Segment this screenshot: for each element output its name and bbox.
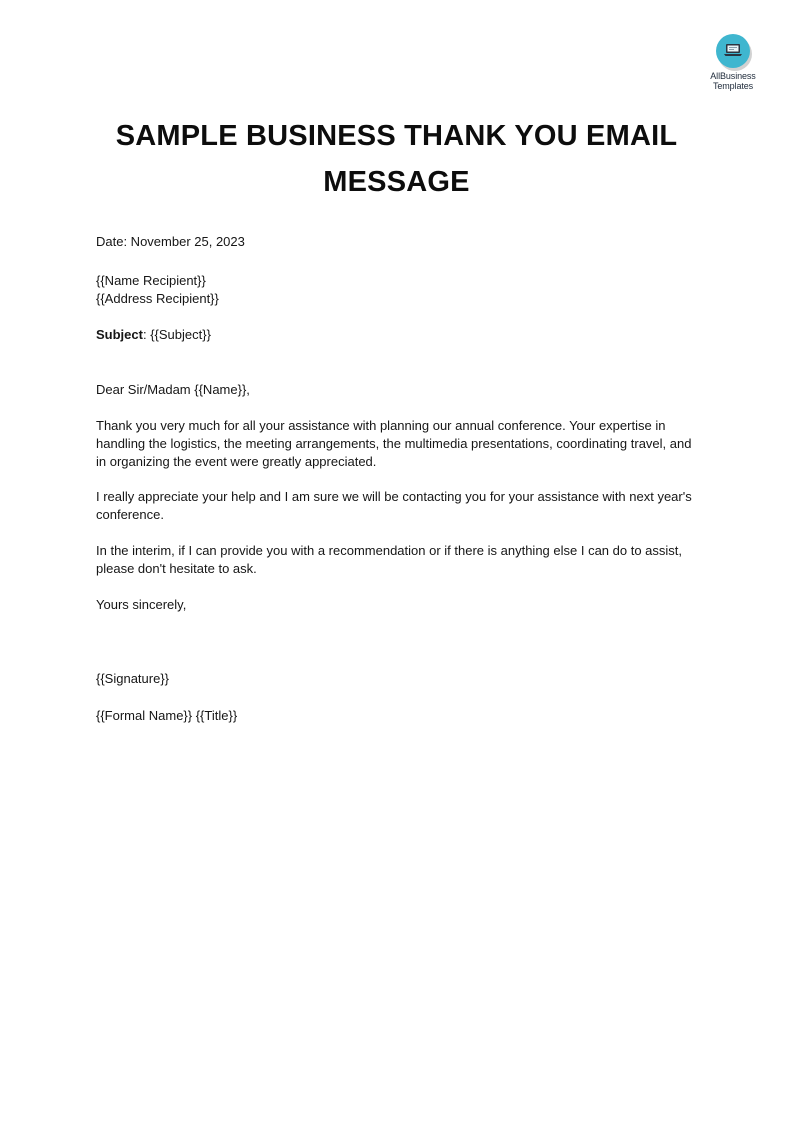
signature-placeholder: {{Signature}} (96, 671, 170, 686)
logo-text (700, 71, 766, 91)
page-title (96, 113, 697, 205)
allbusiness-logo (700, 34, 766, 91)
logo-brand-line2: Templates (712, 81, 754, 91)
logo-brand-line1: AllBusiness (710, 71, 756, 81)
title-line-2: MESSAGE (323, 166, 470, 198)
title-line-1: SAMPLE BUSINESS THANK YOU EMAIL (115, 120, 678, 152)
recipient-address: {{Address Recipient}} (96, 291, 219, 306)
salutation: Dear Sir/Madam {{Name}}, (96, 382, 250, 397)
paragraph-3: In the interim, if I can provide you with a recommendation or if there is anything else I can do to assist, please don't hesitate to ask. (96, 543, 683, 576)
subject-label: Subject (96, 327, 143, 342)
paragraph-2: I really appreciate your help and I am sure we will be contacting you for your assistance with next year's conference. (96, 489, 692, 522)
recipient-name: {{Name Recipient}} (96, 273, 206, 288)
paragraph-1: Thank you very much for all your assistance with planning our annual conference. Your expertise in handling the logistics, the meeting arrangements, the multimedia presentations, coordinating travel, and in organizing the event were greatly appreciated. (96, 418, 692, 469)
closing: Yours sincerely, (96, 597, 187, 612)
subject-value: : {{Subject}} (142, 327, 211, 342)
subject-line (96, 326, 700, 344)
formal-name-title: {{Formal Name}} {{Title}} (96, 708, 238, 723)
laptop-icon (716, 34, 750, 68)
date-line: Date: November 25, 2023 (96, 234, 245, 249)
